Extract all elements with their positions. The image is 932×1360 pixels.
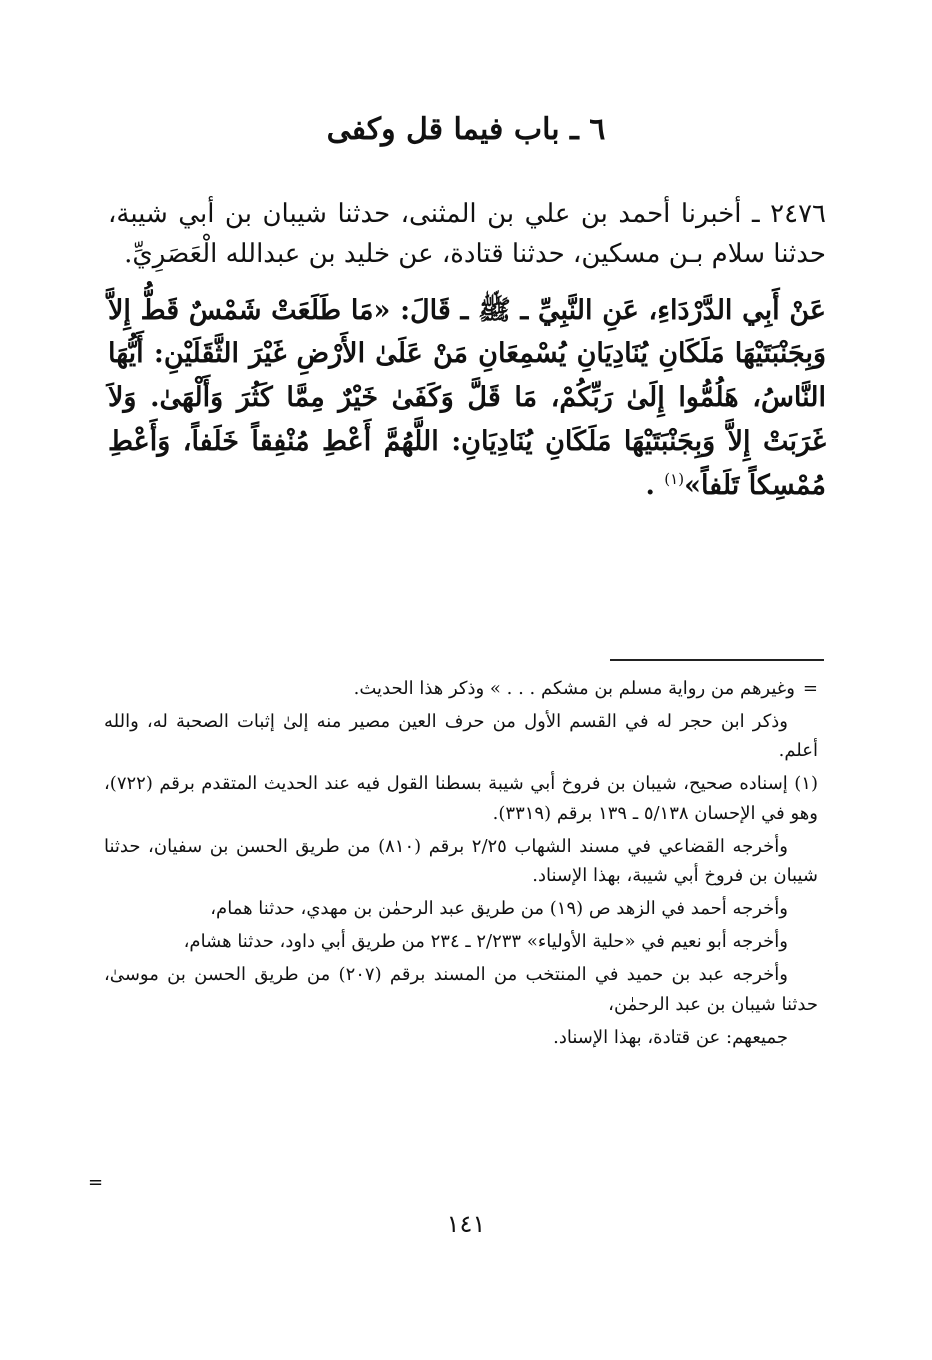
- hadith-body: [108, 194, 826, 507]
- continuation-mark: =: [802, 678, 818, 699]
- hadith-matn: [108, 289, 826, 508]
- chapter-title: ٦ ـ باب فيما قل وكفى: [326, 112, 606, 147]
- footnote-continuation-1: [104, 674, 818, 703]
- footnote-1-para-4: وأخرجه أبو نعيم في «حلية الأولياء» ٢/٢٣٣ ـ ٢٣٤ من طريق أبي داود، حدثنا هشام،: [183, 931, 788, 953]
- footnote-1-para-5: وأخرجه عبد بن حميد في المنتخب من المسند برقم (٢٠٧) من طريق الحسن بن موسىٰ، حدثنا شيبان بن عبد الرحمٰن،: [104, 964, 818, 1015]
- footnote-separator: [610, 659, 824, 661]
- continuation-mark-end: =: [88, 1172, 104, 1193]
- footnote-reference[interactable]: (١): [664, 469, 685, 488]
- footnote-1-first: [104, 769, 818, 827]
- footnote-1-para-6: جميعهم: عن قتادة، بهذا الإسناد.: [553, 1026, 788, 1048]
- hadith-isnad: ٢٤٧٦ ـ أخبرنا أحمد بن علي بن المثنى، حدثنا شيبان بن أبي شيبة، حدثنا سلام بـن مسكين، حدثنا قتادة، عن خليد بن عبدالله الْعَصَرِيِّ.: [108, 199, 826, 270]
- footnote-1-text: إسناده صحيح، شيبان بن فروخ أبي شيبة بسطنا القول فيه عند الحديث المتقدم برقم (٧٢٢)، وهو في الإحسان ٥/١٣٨ ـ ١٣٩ برقم (٣٣١٩).: [104, 773, 818, 824]
- page-number: ١٤١: [446, 1210, 486, 1238]
- hadith-matn-text: عَنْ أَبِي الدَّرْدَاءِ، عَنِ النَّبِيِّ ـ ﷺ ـ قَالَ: «مَا طَلَعَتْ شَمْسٌ قَطُّ إِلاَّ وَبِجَنْبَتَيْهَا مَلَكَانِ يُنَادِيَانِ يُسْمِعَانِ مَنْ عَلَىٰ الأَرْضِ غَيْرَ الثَّقَلَيْنِ: أَيُّهَا النَّاسُ، هَلُمُّوا إِلَىٰ رَبِّكُمْ، مَا قَلَّ وَكَفَىٰ خَيْرٌ مِمَّا كَثُرَ وَأَلْهَىٰ. وَلاَ غَرَبَتْ إِلاَّ وَبِجَنْبَتَيْهَا مَلَكَانِ يُنَادِيَانِ: اللَّهُمَّ أَعْطِ مُنْفِقاً خَلَفاً، وَأَعْطِ مُمْسِكاً تَلَفاً»: [108, 294, 826, 501]
- footnote-number: (١): [794, 773, 818, 795]
- hadith-end-punctuation: .: [645, 469, 655, 501]
- footnote-1-para-2: وأخرجه القضاعي في مسند الشهاب ٢/٢٥ برقم (٨١٠) من طريق الحسن بن سفيان، حدثنا شيبان بن فروخ أبي شيبة، بهذا الإسناد.: [104, 835, 818, 886]
- continuation-text: وغيرهم من رواية مسلم بن مشكم . . . » وذكر هذا الحديث.: [353, 678, 795, 699]
- footnotes: [104, 674, 818, 1056]
- footnote-1-para-3: وأخرجه أحمد في الزهد ص (١٩) من طريق عبد الرحمٰن بن مهدي، حدثنا همام،: [210, 898, 788, 920]
- footnote-continuation-2: وذكر ابن حجر له في القسم الأول من حرف العين مصير منه إلىٰ إثبات الصحبة له، والله أعلم.: [104, 711, 818, 762]
